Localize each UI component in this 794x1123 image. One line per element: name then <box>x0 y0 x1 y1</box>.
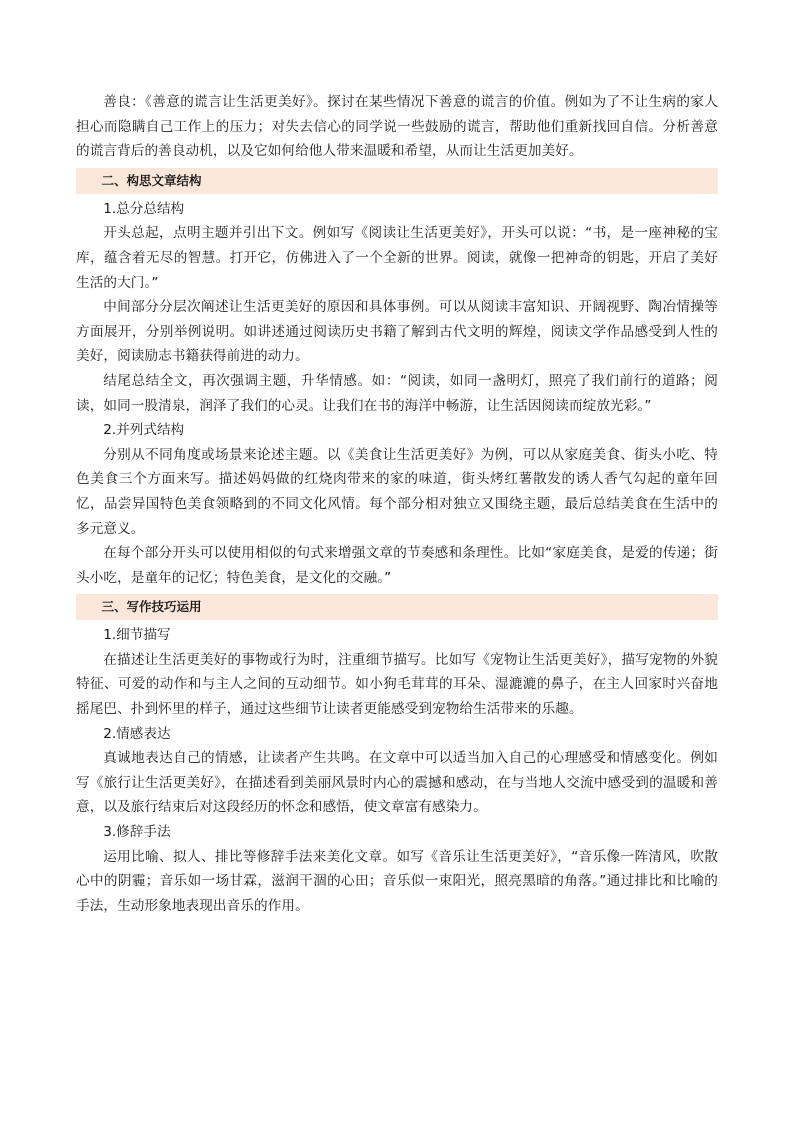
section-heading-techniques: 三、写作技巧运用 <box>76 594 718 620</box>
subheading-parallel: 2.并列式结构 <box>103 422 185 439</box>
subheading-detail: 1.细节描写 <box>103 627 171 644</box>
paragraph: 中间部分分层次阐述让生活更美好的原因和具体事例。可以从阅读丰富知识、开阔视野、陶冶情操等方面展开，分别举例说明。如讲述通过阅读历史书籍了解到古代文明的辉煌，阅读文学作品感受到人性的美好，阅读励志书籍获得前进的动力。 <box>76 299 718 365</box>
subheading-emotion: 2.情感表达 <box>103 725 171 742</box>
paragraph: 结尾总结全文，再次强调主题，升华情感。如：“阅读，如同一盏明灯，照亮了我们前行的道路；阅读，如同一股清泉，润泽了我们的心灵。让我们在书的海洋中畅游，让生活因阅读而绽放光彩。” <box>76 372 718 414</box>
subheading-total-sub-total: 1.总分总结构 <box>103 200 185 217</box>
paragraph: 真诚地表达自己的情感，让读者产生共鸣。在文章中可以适当加入自己的心理感受和情感变化。例如写《旅行让生活更美好》，在描述看到美丽风景时内心的震撼和感动，在与当地人交流中感受到的温暖和善意，以及旅行结束后对这段经历的怀念和感悟，使文章富有感染力。 <box>76 750 718 816</box>
paragraph: 运用比喻、拟人、排比等修辞手法来美化文章。如写《音乐让生活更美好》，“音乐像一阵清风，吹散心中的阴霾；音乐如一场甘霖，滋润干涸的心田；音乐似一束阳光，照亮黑暗的角落。”通过排比和比喻的手法，生动形象地表现出音乐的作用。 <box>76 848 718 914</box>
section-heading-structure: 二、构思文章结构 <box>76 168 718 194</box>
paragraph: 在描述让生活更美好的事物或行为时，注重细节描写。比如写《宠物让生活更美好》，描写宠物的外貌特征、可爱的动作和与主人之间的互动细节。如小狗毛茸茸的耳朵、湿漉漉的鼻子，在主人回家时兴奋地摇尾巴、扑到怀里的样子，通过这些细节让读者更能感受到宠物给生活带来的乐趣。 <box>76 651 718 718</box>
paragraph: 分别从不同角度或场景来论述主题。以《美食让生活更美好》为例，可以从家庭美食、街头小吃、特色美食三个方面来写。描述妈妈做的红烧肉带来的家的味道，街头烤红薯散发的诱人香气勾起的童年回忆，品尝异国特色美食领略到的不同文化风情。每个部分相对独立又围绕主题，最后总结美食在生活中的多元意义。 <box>76 446 718 537</box>
paragraph: 开头总起，点明主题并引出下文。例如写《阅读让生活更美好》，开头可以说：“书，是一座神秘的宝库，蕴含着无尽的智慧。打开它，仿佛进入了一个全新的世界。阅读，就像一把神奇的钥匙，开启了美好生活的大门。” <box>76 225 718 291</box>
subheading-rhetoric: 3.修辞手法 <box>103 824 171 841</box>
paragraph: 在每个部分开头可以使用相似的句式来增强文章的节奏感和条理性。比如“家庭美食，是爱的传递；街头小吃，是童年的记忆；特色美食，是文化的交融。” <box>76 545 718 586</box>
intro-paragraph: 善良：《善意的谎言让生活更美好》。探讨在某些情况下善意的谎言的价值。例如为了不让生病的家人担心而隐瞒自己工作上的压力；对失去信心的同学说一些鼓励的谎言，帮助他们重新找回自信。分析善意的谎言背后的善良动机，以及它如何给他人带来温暖和希望，从而让生活更加美好。 <box>76 94 718 160</box>
